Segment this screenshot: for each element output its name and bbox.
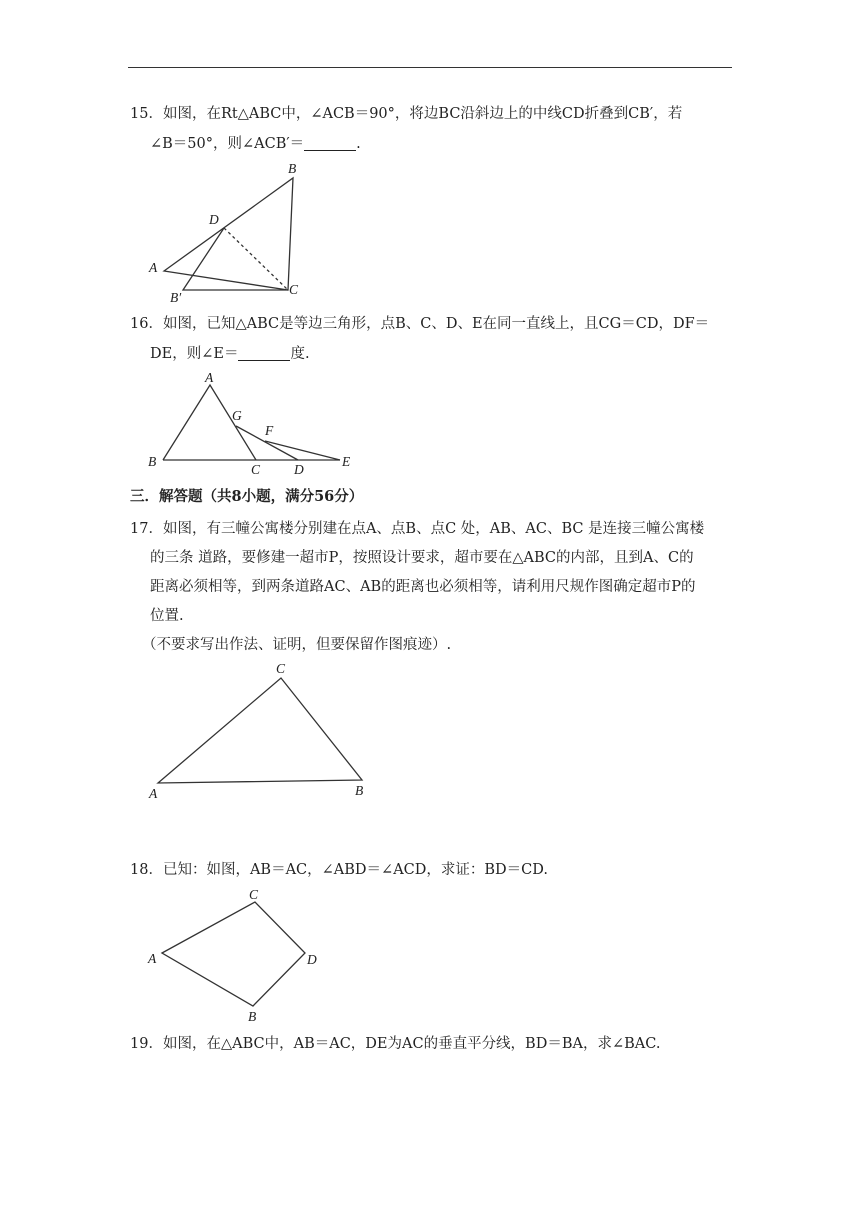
q17-line-3: 距离必须相等，到两条道路AC、AB的距离也必须相等，请利用尺规作图确定超市P的: [150, 579, 696, 595]
q17-note: （不要求写出作法、证明，但要保留作图痕迹）.: [142, 637, 452, 653]
q15-label-b: B: [288, 161, 297, 176]
q17-text-1: 如图，有三幢公寓楼分别建在点A、点B、点C 处，AB、AC、BC 是连接三幢公寓楼: [162, 521, 705, 537]
q17-label-c: C: [276, 661, 286, 676]
q17-label-b: B: [355, 783, 364, 798]
q19-text-1: 如图，在△ABC中，AB＝AC，DE为AC的垂直平分线，BD＝BA，求∠BAC.: [162, 1036, 661, 1052]
q16-label-a: A: [205, 370, 214, 385]
q16-label-d: D: [294, 462, 304, 477]
q16-text-2: DE，则∠E＝: [150, 346, 239, 362]
q19-number: 19．: [130, 1036, 163, 1052]
q16-text-2-end: 度.: [290, 346, 310, 362]
q18-number: 18．: [130, 862, 163, 878]
q17-number: 17．: [130, 521, 163, 537]
q18-label-b: B: [248, 1009, 257, 1024]
q16-label-c: C: [251, 462, 261, 477]
q15-label-a: A: [149, 260, 158, 275]
q16-label-b: B: [148, 454, 157, 469]
q17-line-2: 的三条 道路，要修建一超市P，按照设计要求，超市要在△ABC的内部，且到A、C的: [150, 550, 694, 566]
q15-text-2: ∠B＝50°，则∠ACB′＝: [150, 136, 305, 152]
q17-line-4: 位置.: [150, 608, 184, 624]
q18-label-c: C: [249, 887, 259, 902]
q18-text-1: 已知：如图，AB＝AC，∠ABD＝∠ACD，求证：BD＝CD.: [162, 862, 548, 878]
q16-label-e: E: [342, 454, 351, 469]
q17-label-a: A: [149, 786, 158, 801]
section-3-heading: 三．解答题（共8小题，满分56分）: [130, 488, 364, 505]
q18-label-a: A: [148, 951, 157, 966]
q19-line-1: [130, 1034, 660, 1054]
q18-label-d: D: [307, 952, 317, 967]
q16-number: 16．: [130, 316, 163, 332]
q18-quadrilateral: [162, 902, 305, 1006]
q16-label-f: F: [265, 423, 274, 438]
q15-number: 15．: [130, 106, 163, 122]
q15-label-d: D: [209, 212, 219, 227]
q16-label-g: G: [232, 408, 242, 423]
q16-text-1: 如图，已知△ABC是等边三角形，点B、C、D、E在同一直线上，且CG＝CD，DF＝: [162, 316, 710, 332]
q15-label-c: C: [289, 282, 299, 297]
q15-text-2-end: .: [356, 136, 361, 152]
q15-label-bprime: B′: [170, 290, 182, 305]
q15-text-1: 如图，在Rt△ABC中，∠ACB＝90°，将边BC沿斜边上的中线CD折叠到CB′，若: [162, 106, 683, 122]
